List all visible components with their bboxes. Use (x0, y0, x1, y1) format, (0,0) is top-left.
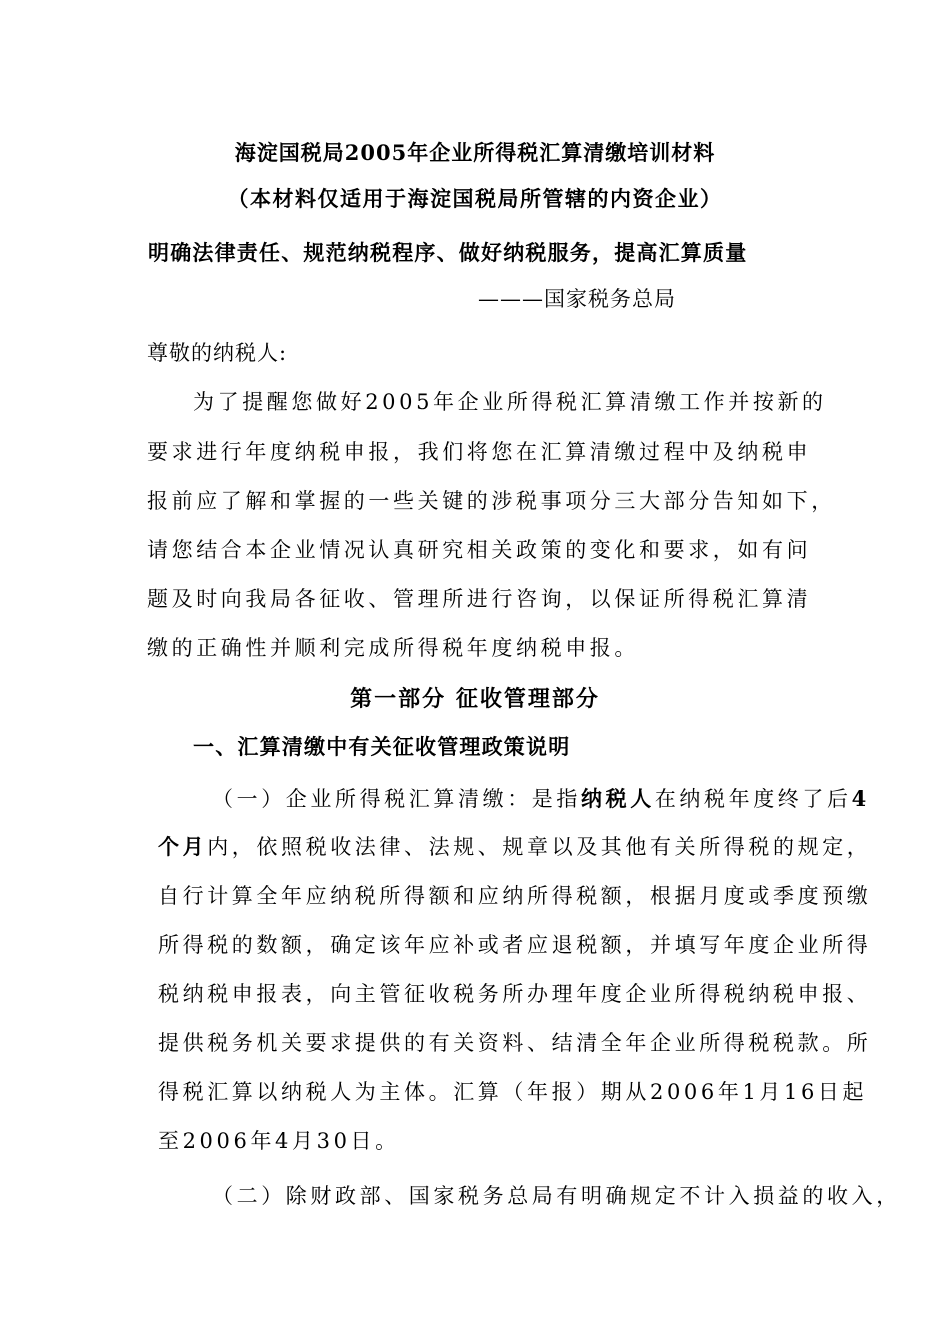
item1-text: 内，依照税收法律、法规、规章以及其他有关所得税的规定， (207, 835, 872, 859)
item1-text: （一）企业所得税汇算清缴：是指 (212, 787, 581, 811)
greeting: 尊敬的纳税人: (147, 341, 288, 365)
item1-line: 得税汇算以纳税人为主体。汇算（年报）期从2006年1月16日起 (158, 1080, 868, 1104)
item1-line: 至2006年4月30日。 (158, 1129, 400, 1153)
document-title: 海淀国税局2005年企业所得税汇算清缴培训材料 (234, 140, 716, 165)
item1-first-line (212, 784, 870, 814)
item2-line: （二）除财政部、国家税务总局有明确规定不计入损益的收入， (212, 1184, 901, 1208)
document-subtitle: （本材料仅适用于海淀国税局所管辖的内资企业） (227, 186, 723, 211)
item1-bold-term: 纳税人 (581, 786, 655, 811)
slogan-heading: 明确法律责任、规范纳税程序、做好纳税服务，提高汇算质量 (148, 240, 748, 265)
item1-bold-term: 个月 (158, 834, 208, 859)
item1-line: 所得税的数额，确定该年应补或者应退税额，并填写年度企业所得 (158, 933, 872, 957)
part-heading: 第一部分 征收管理部分 (350, 686, 600, 712)
intro-line: 为了提醒您做好2005年企业所得税汇算清缴工作并按新的 (193, 390, 827, 414)
intro-line: 要求进行年度纳税申报，我们将您在汇算清缴过程中及纳税申 (147, 440, 812, 464)
issuer-signature: ———国家税务总局 (478, 287, 676, 311)
intro-line: 报前应了解和掌握的一些关键的涉税事项分三大部分告知如下， (147, 489, 836, 513)
item1-bold-number: 4 (851, 786, 870, 811)
item1-line: 自行计算全年应纳税所得额和应纳所得税额，根据月度或季度预缴 (158, 884, 872, 908)
item1-text: 在纳税年度终了后 (654, 787, 852, 811)
item1-line: 税纳税申报表，向主管征收税务所办理年度企业所得税纳税申报、 (158, 982, 872, 1006)
item1-second-line (158, 832, 871, 862)
intro-line: 题及时向我局各征收、管理所进行咨询，以保证所得税汇算清 (147, 587, 812, 611)
intro-line: 请您结合本企业情况认真研究相关政策的变化和要求，如有问 (147, 538, 812, 562)
intro-line: 缴的正确性并顺利完成所得税年度纳税申报。 (147, 636, 639, 660)
section-heading: 一、汇算清缴中有关征收管理政策说明 (193, 734, 571, 759)
item1-line: 提供税务机关要求提供的有关资料、结清全年企业所得税税款。所 (158, 1031, 872, 1055)
